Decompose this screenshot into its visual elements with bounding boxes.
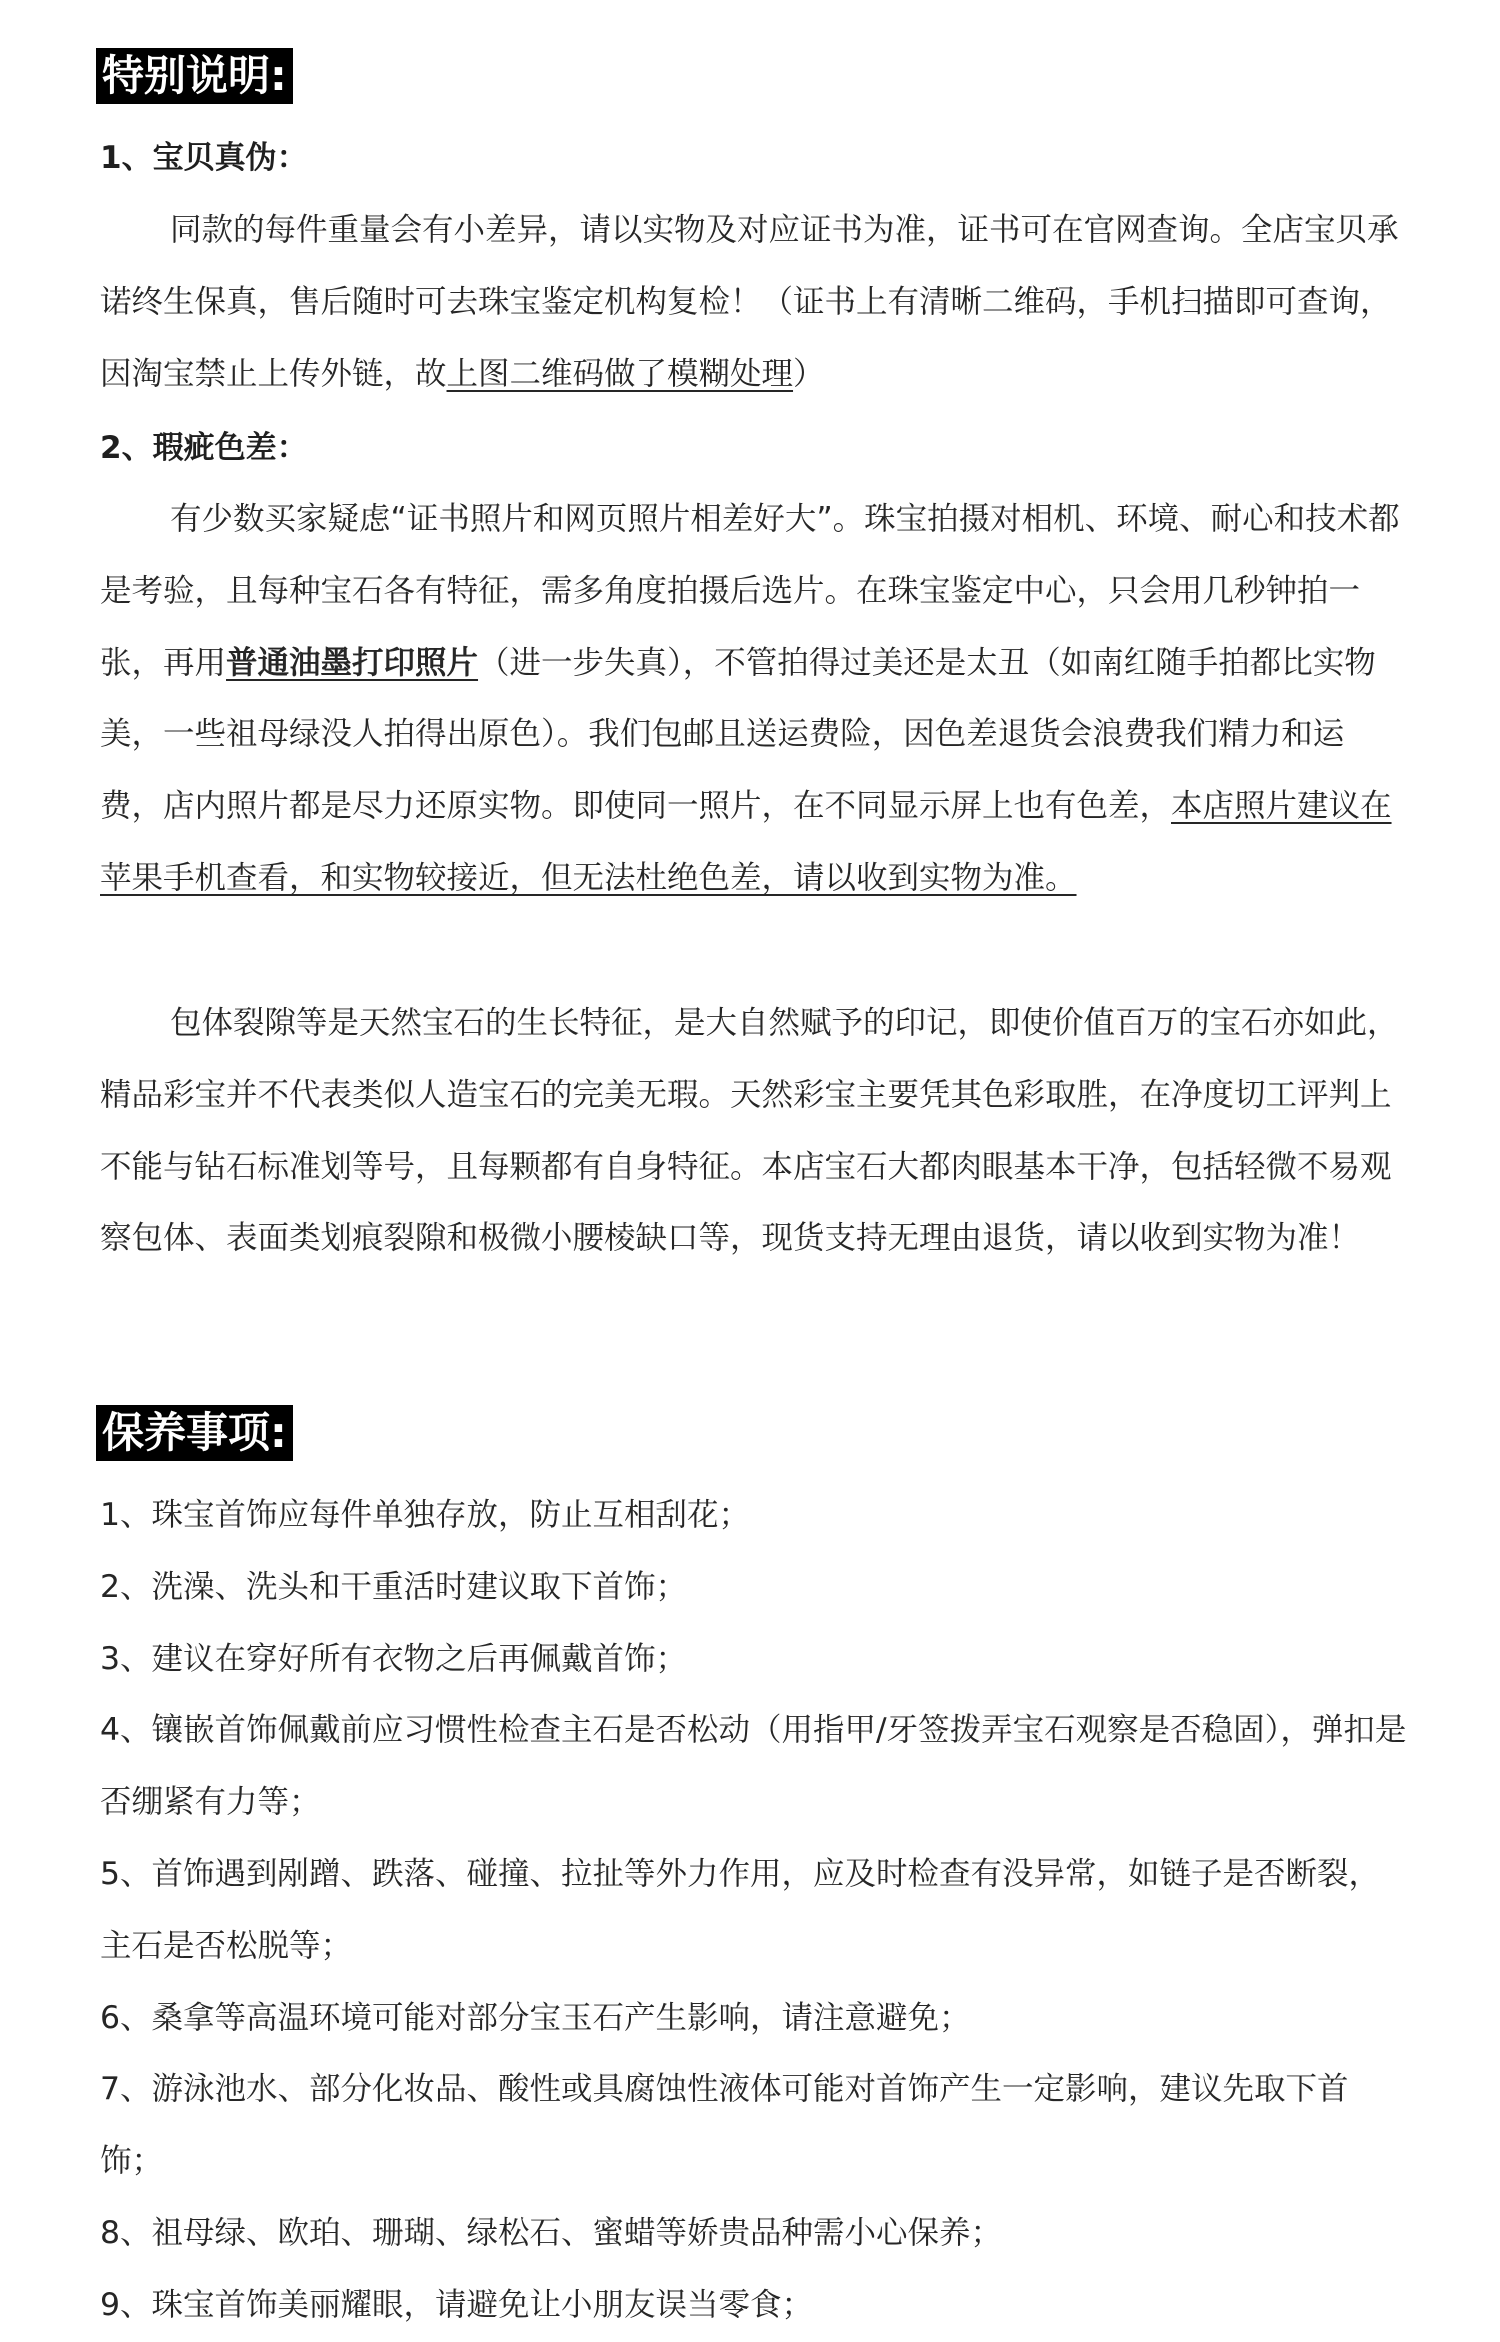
authenticity-text-b: ） xyxy=(793,355,825,392)
care-item: 6、桑拿等高温环境可能对部分宝玉石产生影响，请注意避免； xyxy=(100,1999,971,2036)
inclusions-paragraph: 包体裂隙等是天然宝石的生长特征，是大自然赋予的印记，即使价值百万的宝石亦如此，精品彩宝并不代表类似人造宝石的完美无瑕。天然彩宝主要凭其色彩取胜，在净度切工评判上不能与钻石标准划等号，且每颗都有自身特征。本店宝石大都肉眼基本干净，包括轻微不易观察包体、表面类划痕裂隙和极微小腰棱缺口等，现货支持无理由退货，请以收到实物为准！ xyxy=(100,1005,1399,1257)
care-item: 1、珠宝首饰应每件单独存放，防止互相刮花； xyxy=(100,1497,751,1533)
care-heading: 保养事项: xyxy=(96,1405,293,1461)
care-item: 3、建议在穿好所有衣物之后再佩戴首饰； xyxy=(100,1640,688,1677)
care-list xyxy=(100,1480,1410,2342)
color-difference-subheading: 2、瑕疵色差： xyxy=(100,430,308,466)
iphone-viewing-note: 本店照片建议在苹果手机查看，和实物较接近，但无法杜绝色差，请以收到实物为准。 xyxy=(100,788,1392,896)
authenticity-paragraph xyxy=(100,195,1400,410)
color-difference-text-a: 有少数买家疑虑“证书照片和网页照片相差好大”。珠宝拍摄对相机、环境、耐心和技术都是考验，且每种宝石各有特征，需多角度拍摄后选片。在珠宝鉴定中心，只会用几秒钟拍一张，再用 xyxy=(100,501,1400,681)
care-item: 4、镶嵌首饰佩戴前应习惯性检查主石是否松动（用指甲/牙签拨弄宝石观察是否稳固），弹扣是否绷紧有力等； xyxy=(100,1712,1407,1821)
ink-print-note: 普通油墨打印照片 xyxy=(226,644,479,681)
qr-blur-note: 上图二维码做了模糊处理 xyxy=(446,355,794,392)
color-difference-paragraph xyxy=(100,484,1400,915)
care-item: 7、游泳池水、部分化妆品、酸性或具腐蚀性液体可能对首饰产生一定影响，建议先取下首饰； xyxy=(100,2071,1349,2180)
color-difference-text-b: （进一步失真），不管拍得过美还是太丑（如南红随手拍都比实物美，一些祖母绿没人拍得出原色）。我们包邮且送运费险，因色差退货会浪费我们精力和运费，店内照片都是尽力还原实物。即使同一照片，在不同显示屏上也有色差， xyxy=(100,644,1376,825)
care-item: 5、首饰遇到剐蹭、跌落、碰撞、拉扯等外力作用，应及时检查有没异常，如链子是否断裂，主石是否松脱等； xyxy=(100,1855,1381,1964)
authenticity-text-a: 同款的每件重量会有小差异，请以实物及对应证书为准，证书可在官网查询。全店宝贝承诺终生保真，售后随时可去珠宝鉴定机构复检！（证书上有清晰二维码，手机扫描即可查询，因淘宝禁止上传外链，故 xyxy=(100,212,1399,392)
special-notes-heading: 特别说明: xyxy=(96,48,293,104)
care-item: 2、洗澡、洗头和干重活时建议取下首饰； xyxy=(100,1568,688,1605)
care-item: 8、祖母绿、欧珀、珊瑚、绿松石、蜜蜡等娇贵品种需小心保养； xyxy=(100,2214,1003,2251)
care-item: 9、珠宝首饰美丽耀眼，请避免让小朋友误当零食； xyxy=(100,2286,814,2323)
authenticity-subheading: 1、宝贝真伪： xyxy=(100,140,308,176)
